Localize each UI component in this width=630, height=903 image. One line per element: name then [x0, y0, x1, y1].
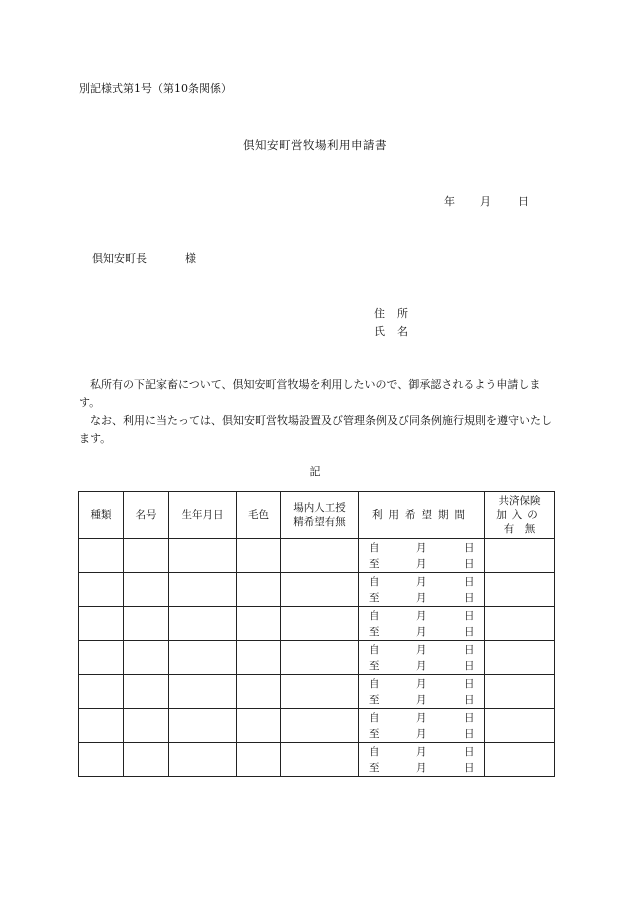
- period-day-label: 日: [464, 727, 475, 740]
- period-cell[interactable]: [359, 743, 485, 777]
- applicant-address-label: 住所: [374, 307, 420, 320]
- table-row: [79, 641, 555, 675]
- ai-cell[interactable]: [281, 709, 359, 743]
- table-header-row: [79, 492, 555, 539]
- period-from-line: [369, 608, 484, 624]
- period-day-label: 日: [464, 761, 475, 774]
- period-day-label: 日: [464, 711, 475, 724]
- color-cell[interactable]: [237, 709, 281, 743]
- period-day-label: 日: [464, 643, 475, 656]
- period-day-label: 日: [464, 609, 475, 622]
- ki-label: 記: [309, 465, 321, 478]
- document-title: 倶知安町営牧場利用申請書: [243, 138, 387, 152]
- color-cell[interactable]: [237, 675, 281, 709]
- period-month-label: 月: [416, 677, 427, 690]
- period-to-line: [369, 556, 484, 572]
- insurance-cell[interactable]: [485, 641, 555, 675]
- period-month-label: 月: [416, 711, 427, 724]
- ai-cell[interactable]: [281, 573, 359, 607]
- period-from-line: [369, 540, 484, 556]
- period-cell[interactable]: [359, 709, 485, 743]
- period-from-line: [369, 744, 484, 760]
- period-from-label: 自: [369, 609, 380, 622]
- period-from-line: [369, 574, 484, 590]
- color-cell[interactable]: [237, 539, 281, 573]
- kind-cell[interactable]: [79, 709, 124, 743]
- insurance-cell[interactable]: [485, 709, 555, 743]
- period-day-label: 日: [464, 591, 475, 604]
- name-cell[interactable]: [124, 743, 169, 777]
- insurance-cell[interactable]: [485, 743, 555, 777]
- period-from-label: 自: [369, 575, 380, 588]
- period-from-line: [369, 710, 484, 726]
- period-month-label: 月: [416, 625, 427, 638]
- period-from-line: [369, 642, 484, 658]
- period-cell[interactable]: [359, 539, 485, 573]
- date-day-label: 日: [518, 195, 529, 208]
- period-month-label: 月: [416, 693, 427, 706]
- name-cell[interactable]: [124, 709, 169, 743]
- livestock-table: [78, 491, 555, 777]
- color-cell[interactable]: [237, 573, 281, 607]
- insurance-cell[interactable]: [485, 573, 555, 607]
- header-kind: 種類: [79, 492, 124, 539]
- period-from-label: 自: [369, 541, 380, 554]
- birthdate-cell[interactable]: [169, 743, 237, 777]
- table-row: [79, 607, 555, 641]
- period-to-label: 至: [369, 659, 380, 672]
- period-from-label: 自: [369, 643, 380, 656]
- period-day-label: 日: [464, 693, 475, 706]
- kind-cell[interactable]: [79, 641, 124, 675]
- period-to-label: 至: [369, 761, 380, 774]
- birthdate-cell[interactable]: [169, 607, 237, 641]
- request-body: [79, 376, 554, 448]
- name-cell[interactable]: [124, 607, 169, 641]
- period-day-label: 日: [464, 541, 475, 554]
- period-to-line: [369, 692, 484, 708]
- birthdate-cell[interactable]: [169, 709, 237, 743]
- birthdate-cell[interactable]: [169, 539, 237, 573]
- period-to-line: [369, 726, 484, 742]
- period-month-label: 月: [416, 541, 427, 554]
- header-ai-line2: 精希望有無: [293, 516, 346, 528]
- header-name: 名号: [124, 492, 169, 539]
- period-to-label: 至: [369, 557, 380, 570]
- name-cell[interactable]: [124, 641, 169, 675]
- period-cell[interactable]: [359, 675, 485, 709]
- header-insurance: [485, 492, 555, 539]
- period-to-label: 至: [369, 625, 380, 638]
- period-from-label: 自: [369, 677, 380, 690]
- ai-cell[interactable]: [281, 607, 359, 641]
- period-cell[interactable]: [359, 607, 485, 641]
- header-insurance-line3: 有 無: [503, 523, 536, 535]
- period-day-label: 日: [464, 625, 475, 638]
- header-period: 利用希望期間: [359, 492, 485, 539]
- birthdate-cell[interactable]: [169, 573, 237, 607]
- table-row: [79, 675, 555, 709]
- table-row: [79, 539, 555, 573]
- header-color: 毛色: [237, 492, 281, 539]
- form-number: 別記様式第1号（第10条関係）: [79, 82, 232, 95]
- table-row: [79, 573, 555, 607]
- table-row: [79, 743, 555, 777]
- period-from-label: 自: [369, 745, 380, 758]
- period-to-label: 至: [369, 591, 380, 604]
- color-cell[interactable]: [237, 743, 281, 777]
- period-to-line: [369, 590, 484, 606]
- period-month-label: 月: [416, 609, 427, 622]
- birthdate-cell[interactable]: [169, 641, 237, 675]
- color-cell[interactable]: [237, 641, 281, 675]
- period-cell[interactable]: [359, 641, 485, 675]
- header-insurance-line2: 加入の: [496, 509, 543, 521]
- header-ai: [281, 492, 359, 539]
- header-ai-line1: 場内人工授: [293, 502, 346, 514]
- period-to-line: [369, 658, 484, 674]
- period-day-label: 日: [464, 745, 475, 758]
- ai-cell[interactable]: [281, 641, 359, 675]
- addressee: [92, 250, 196, 266]
- ai-cell[interactable]: [281, 675, 359, 709]
- table-row: [79, 709, 555, 743]
- kind-cell[interactable]: [79, 607, 124, 641]
- period-from-label: 自: [369, 711, 380, 724]
- period-day-label: 日: [464, 677, 475, 690]
- color-cell[interactable]: [237, 607, 281, 641]
- date-year-label: 年: [444, 195, 455, 208]
- addressee-name: 倶知安町長: [92, 252, 147, 265]
- ai-cell[interactable]: [281, 539, 359, 573]
- header-insurance-line1: 共済保険: [498, 495, 541, 507]
- insurance-cell[interactable]: [485, 539, 555, 573]
- kind-cell[interactable]: [79, 573, 124, 607]
- kind-cell[interactable]: [79, 743, 124, 777]
- insurance-cell[interactable]: [485, 675, 555, 709]
- name-cell[interactable]: [124, 573, 169, 607]
- period-to-line: [369, 760, 484, 776]
- period-month-label: 月: [416, 761, 427, 774]
- period-day-label: 日: [464, 557, 475, 570]
- period-month-label: 月: [416, 557, 427, 570]
- period-day-label: 日: [464, 659, 475, 672]
- birthdate-cell[interactable]: [169, 675, 237, 709]
- period-month-label: 月: [416, 591, 427, 604]
- period-day-label: 日: [464, 575, 475, 588]
- kind-cell[interactable]: [79, 675, 124, 709]
- period-month-label: 月: [416, 727, 427, 740]
- period-from-line: [369, 676, 484, 692]
- addressee-honorific: 様: [185, 252, 196, 265]
- name-cell[interactable]: [124, 539, 169, 573]
- period-month-label: 月: [416, 575, 427, 588]
- body-paragraph-2: なお、利用に当たっては、倶知安町営牧場設置及び管理条例及び同条例施行規則を遵守いたします。: [79, 414, 552, 445]
- period-month-label: 月: [416, 643, 427, 656]
- kind-cell[interactable]: [79, 539, 124, 573]
- table-body: [79, 539, 555, 777]
- period-to-line: [369, 624, 484, 640]
- period-month-label: 月: [416, 659, 427, 672]
- period-to-label: 至: [369, 693, 380, 706]
- ai-cell[interactable]: [281, 743, 359, 777]
- date-month-label: 月: [480, 195, 491, 208]
- header-birthdate: 生年月日: [169, 492, 237, 539]
- name-cell[interactable]: [124, 675, 169, 709]
- period-to-label: 至: [369, 727, 380, 740]
- applicant-name-label: 氏名: [374, 325, 420, 338]
- insurance-cell[interactable]: [485, 607, 555, 641]
- body-paragraph-1: 私所有の下記家畜について、倶知安町営牧場を利用したいので、御承認されるよう申請します。: [79, 378, 541, 409]
- period-month-label: 月: [416, 745, 427, 758]
- period-cell[interactable]: [359, 573, 485, 607]
- date-line: [444, 193, 529, 209]
